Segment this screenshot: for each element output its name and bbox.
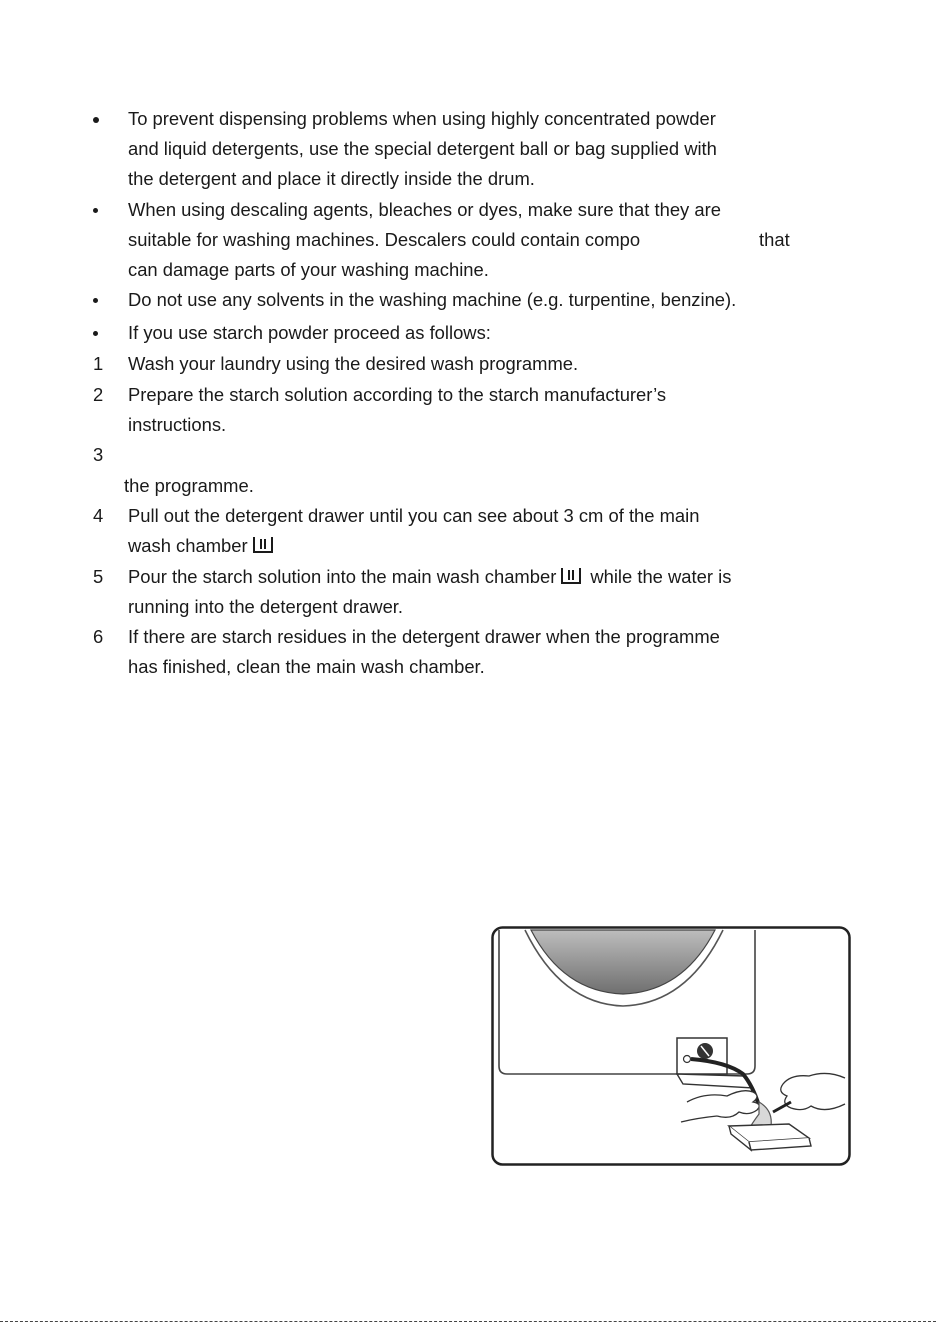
step-2-line-2: instructions. bbox=[128, 414, 227, 435]
step-5-line-1 bbox=[128, 566, 731, 588]
step-3-line-2: the programme. bbox=[124, 475, 254, 496]
bullet-2-line-2b: that bbox=[759, 229, 790, 250]
bullet-marker bbox=[93, 298, 98, 303]
step-6-line-2: has finished, clean the main wash chamber. bbox=[128, 656, 485, 677]
right-hand bbox=[781, 1073, 845, 1109]
bullet-1-line-2: and liquid detergents, use the special detergent ball or bag supplied with bbox=[128, 138, 717, 159]
bullet-2-line-2a: suitable for washing machines. Descalers could contain compo bbox=[128, 229, 641, 250]
step-2-line-1: Prepare the starch solution according to the starch manufacturer’s bbox=[128, 384, 667, 405]
main-wash-chamber-icon bbox=[252, 536, 274, 554]
bullet-2-line-3: can damage parts of your washing machine. bbox=[128, 259, 489, 280]
bullet-4-line-1: If you use starch powder proceed as follows: bbox=[128, 322, 491, 343]
detergent-drawer-illustration bbox=[491, 926, 851, 1166]
step-1-line-1: Wash your laundry using the desired wash programme. bbox=[128, 353, 579, 374]
step-5-line-1b: while the water is bbox=[590, 566, 732, 587]
step-4-line-2-text: wash chamber bbox=[128, 535, 248, 556]
bullet-1-line-1: To prevent dispensing problems when using highly concentrated powder bbox=[128, 108, 716, 129]
bullet-2-line-1: When using descaling agents, bleaches or dyes, make sure that they are bbox=[128, 199, 721, 220]
bullet-marker bbox=[93, 331, 98, 336]
bullet-marker bbox=[93, 117, 99, 123]
bullet-1-line-3: the detergent and place it directly inside the drum. bbox=[128, 168, 535, 189]
main-wash-chamber-icon bbox=[560, 567, 582, 585]
step-number: 1 bbox=[93, 353, 104, 374]
step-5-line-2: running into the detergent drawer. bbox=[128, 596, 404, 617]
bullet-marker bbox=[93, 208, 98, 213]
step-6-line-1: If there are starch residues in the detergent drawer when the programme bbox=[128, 626, 720, 647]
step-4-line-1: Pull out the detergent drawer until you can see about 3 cm of the main bbox=[128, 505, 700, 526]
step-number: 2 bbox=[93, 384, 104, 405]
page-bottom-edge bbox=[0, 1321, 936, 1322]
step-number: 4 bbox=[93, 505, 104, 526]
step-5-line-1a: Pour the starch solution into the main wash chamber bbox=[128, 566, 557, 587]
step-4-line-2 bbox=[128, 535, 274, 557]
step-number: 3 bbox=[93, 444, 104, 465]
bullet-3-line-1: Do not use any solvents in the washing machine (e.g. turpentine, benzine). bbox=[128, 289, 737, 310]
step-number: 6 bbox=[93, 626, 104, 647]
step-number: 5 bbox=[93, 566, 104, 587]
